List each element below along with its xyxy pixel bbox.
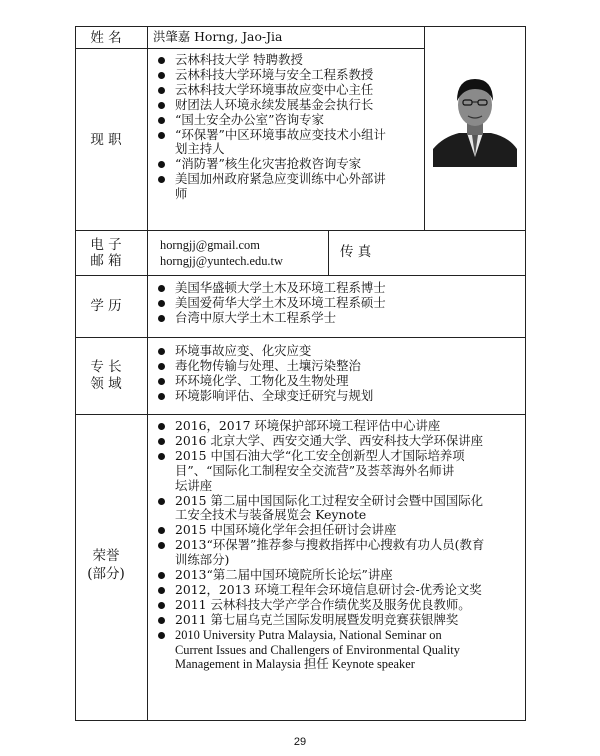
honors-label-line1: 荣誉 — [92, 548, 120, 564]
expertise-item: 毒化物传输与处理、土壤污染整治 — [153, 359, 373, 374]
label-column-divider — [147, 26, 148, 721]
position-list — [153, 53, 386, 142]
email-label-line1: 电 子 — [90, 237, 122, 253]
fax-divider — [328, 230, 329, 276]
email-address-1[interactable]: horngjj@gmail.com — [160, 238, 260, 252]
position-item-continuation: 划主持人 — [175, 141, 225, 157]
honor-item: 2016，2017 环境保护部环境工程评估中心讲座 — [153, 419, 483, 434]
honor-item-continuation: 坛讲座 — [175, 477, 213, 493]
row-divider-name — [75, 48, 424, 49]
honor-item: 2015 中国环境化学年会担任研讨会讲座 — [153, 523, 484, 538]
honor-item: 2016 北京大学、西安交通大学、西安科技大学环保讲座 — [153, 434, 483, 449]
expertise-list — [153, 344, 373, 404]
position-item-continuation: 师 — [175, 186, 188, 202]
honors-label-line2: (部分) — [87, 566, 125, 582]
position-item: 云林科技大学环境事故应变中心主任 — [153, 83, 386, 98]
education-item: 美国华盛顿大学土木及环境工程系博士 — [153, 281, 386, 296]
honor-item-continuation: 训练部分) — [175, 552, 230, 568]
honors-list — [153, 419, 483, 464]
row-divider-email — [75, 275, 526, 276]
row-divider-education — [75, 337, 526, 338]
name-value: 洪肇嘉 Horng, Jao-Jia — [153, 29, 283, 44]
honor-item: 2012，2013 环境工程年会环境信息研讨会-优秀论文奖 — [153, 583, 482, 598]
position-item: “环保署”中区环境事故应变技术小组计 — [153, 128, 386, 143]
position-list-cont — [153, 157, 386, 187]
position-item: 云林科技大学 特聘教授 — [153, 53, 386, 68]
honor-item: 2015 第二届中国国际化工过程安全研讨会暨中国国际化 — [153, 494, 483, 509]
education-item: 美国爱荷华大学土木及环境工程系硕士 — [153, 296, 386, 311]
education-item: 台湾中原大学土木工程系学士 — [153, 311, 386, 326]
expertise-item: 环境影响评估、全球变迁研究与规划 — [153, 389, 373, 404]
row-divider-position — [75, 230, 526, 231]
position-item: 财团法人环境永续发展基金会执行长 — [153, 98, 386, 113]
honor-item: 2013“环保署”推荐参与搜救指挥中心搜救有功人员(教育 — [153, 538, 484, 553]
row-divider-expertise — [75, 414, 526, 415]
position-item: “消防署”核生化灾害抢救咨询专家 — [153, 157, 386, 172]
position-label: 现 职 — [90, 132, 122, 148]
honor-item: 2015 中国石油大学“化工安全创新型人才国际培养项 — [153, 449, 483, 464]
name-label: 姓 名 — [90, 30, 122, 46]
honors-list — [153, 523, 484, 553]
honors-list — [153, 494, 483, 509]
email-address-2[interactable]: horngjj@yuntech.edu.tw — [160, 254, 283, 268]
portrait-photo — [433, 61, 517, 167]
fax-label: 传 真 — [340, 244, 372, 260]
honor-item-continuation: 工安全技术与装备展览会 Keynote — [175, 507, 367, 523]
page-number: 29 — [293, 736, 307, 748]
education-label: 学 历 — [90, 298, 122, 314]
photo-column-divider — [424, 26, 425, 231]
email-label-line2: 邮 箱 — [90, 253, 122, 269]
expertise-item: 环境事故应变、化灾应变 — [153, 344, 373, 359]
honors-list — [153, 568, 482, 643]
position-item: 云林科技大学环境与安全工程系教授 — [153, 68, 386, 83]
education-list — [153, 281, 386, 326]
honor-item-continuation: Management in Malaysia 担任 Keynote speaker — [175, 657, 415, 672]
honor-item: 2010 University Putra Malaysia, National Seminar on — [153, 628, 482, 643]
honor-item: 2013“第二届中国环境院所长论坛”讲座 — [153, 568, 482, 583]
honor-item: 2011 云林科技大学产学合作绩优奖及服务优良教师。 — [153, 598, 482, 613]
position-item: 美国加州政府紧急应变训练中心外部讲 — [153, 172, 386, 187]
expertise-label-line1: 专 长 — [90, 359, 122, 375]
position-item: “国土安全办公室”咨询专家 — [153, 113, 386, 128]
honor-item: 2011 第七届乌克兰国际发明展暨发明竞赛获银牌奖 — [153, 613, 482, 628]
table-border-right — [525, 26, 526, 721]
honor-item-continuation: Current Issues and Challengers of Environmental Quality — [175, 642, 460, 657]
table-border-bottom — [75, 720, 526, 721]
expertise-item: 环环境化学、工物化及生物处理 — [153, 374, 373, 389]
honor-item-continuation: 目”、“国际化工制程安全交流营”及荟萃海外名师讲 — [175, 462, 455, 478]
expertise-label-line2: 领 域 — [90, 376, 122, 392]
table-border-top — [75, 26, 526, 27]
